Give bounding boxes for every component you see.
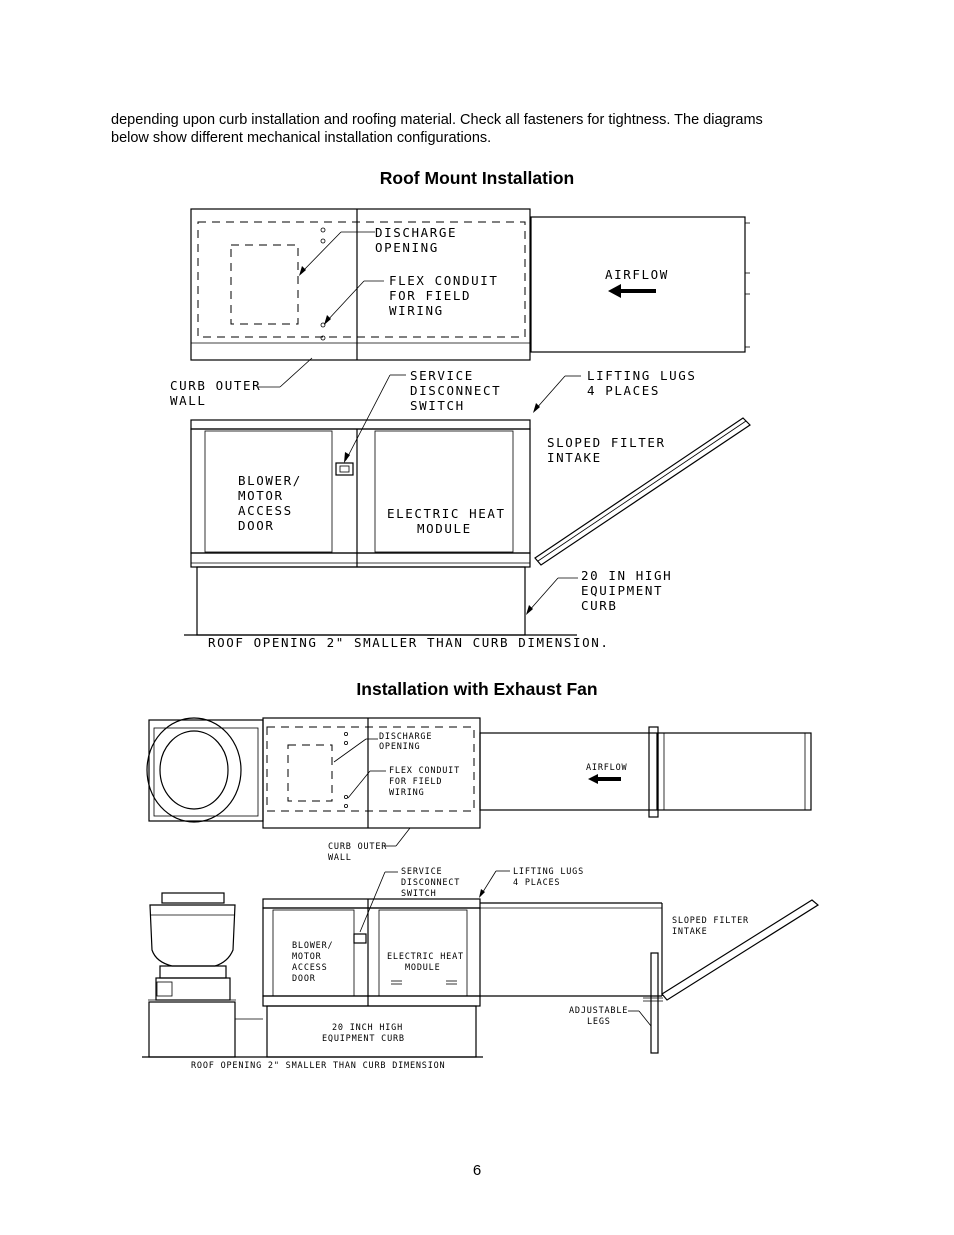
- figure-2-title: Installation with Exhaust Fan: [356, 679, 598, 699]
- fig2-service-label-1: SERVICE: [401, 867, 443, 877]
- fig1-sloped-label-1: SLOPED FILTER: [547, 435, 666, 450]
- fig2-adjustable-leg: [651, 953, 658, 1053]
- fig2-blower-label-1: BLOWER/: [292, 941, 334, 951]
- fig2-blower-label-4: DOOR: [292, 974, 316, 984]
- fig1-airflow-label: AIRFLOW: [605, 267, 669, 282]
- fig1-blower-label-3: ACCESS: [238, 503, 293, 518]
- fig1-disconnect-switch: [336, 463, 353, 475]
- fig2-duct-top: [480, 733, 657, 810]
- fig2-sloped-label-1: SLOPED FILTER: [672, 916, 749, 926]
- fig1-flex-label-2: FOR FIELD: [389, 288, 472, 303]
- fig1-flex-label-3: WIRING: [389, 303, 444, 318]
- fig1-blower-label-4: DOOR: [238, 518, 275, 533]
- fig2-disconnect-switch: [354, 934, 366, 943]
- fig2-curb20-label-1: 20 INCH HIGH: [332, 1023, 404, 1033]
- fig1-blower-label-2: MOTOR: [238, 488, 284, 503]
- page-number: 6: [472, 1162, 482, 1179]
- fig2-discharge-label-1: DISCHARGE: [379, 732, 433, 742]
- fig2-legs-label-2: LEGS: [587, 1017, 611, 1027]
- fig1-curb-wall-label-2: WALL: [170, 393, 207, 408]
- fig2-exhaust-fan-base: [149, 720, 263, 821]
- fig1-discharge-opening: [231, 245, 298, 324]
- fig2-curb-wall-label-1: CURB OUTER: [328, 842, 388, 852]
- fig2-discharge-label-2: OPENING: [379, 742, 421, 752]
- fig2-exhaust-fan-curb: [149, 1002, 235, 1057]
- fig2-flex-label-3: WIRING: [389, 788, 425, 798]
- fig2-exhaust-fan-top: [162, 893, 224, 903]
- fig2-lugs-label-1: LIFTING LUGS: [513, 867, 585, 877]
- fig1-flex-label-1: FLEX CONDUIT: [389, 273, 499, 288]
- fig1-curb20-label-2: EQUIPMENT: [581, 583, 664, 598]
- fig2-airflow-label: AIRFLOW: [586, 763, 628, 773]
- fig2-filter-hood-top: [658, 733, 811, 810]
- fig2-curb-wall-label-2: WALL: [328, 853, 352, 863]
- fig1-curb-wall-label-1: CURB OUTER: [170, 378, 262, 393]
- fig1-lugs-label-2: 4 PLACES: [587, 383, 661, 398]
- fig2-sloped-filter: [662, 900, 818, 1000]
- fig1-lugs-label-1: LIFTING LUGS: [587, 368, 697, 383]
- fig1-equipment-curb: [197, 567, 525, 635]
- fig1-discharge-label-1: DISCHARGE: [375, 225, 458, 240]
- fig2-lugs-label-2: 4 PLACES: [513, 878, 561, 888]
- figure-1-title: Roof Mount Installation: [379, 168, 575, 188]
- fig2-exhaust-fan-body: [150, 905, 235, 966]
- fig1-airflow-arrow: [608, 284, 656, 298]
- fig2-sloped-label-2: INTAKE: [672, 927, 708, 937]
- fig2-base-rail: [263, 996, 480, 1006]
- fig2-blower-label-2: MOTOR: [292, 952, 322, 962]
- fig1-roof-label: ROOF OPENING 2" SMALLER THAN CURB DIMENSION.: [208, 635, 610, 650]
- fig1-discharge-label-2: OPENING: [375, 240, 439, 255]
- fig1-service-label-2: DISCONNECT: [410, 383, 502, 398]
- fig1-filter-hood-top: [531, 217, 745, 352]
- fig2-heat-label-1: ELECTRIC HEAT: [387, 952, 464, 962]
- fig2-airflow-arrow: [588, 774, 621, 784]
- fig1-blower-label-1: BLOWER/: [238, 473, 302, 488]
- fig1-curb20-label-3: CURB: [581, 598, 618, 613]
- fig1-service-label-3: SWITCH: [410, 398, 465, 413]
- fig1-sloped-label-2: INTAKE: [547, 450, 602, 465]
- fig2-top-view: [147, 718, 811, 863]
- fig2-curb20-label-2: EQUIPMENT CURB: [322, 1034, 405, 1044]
- fig1-heat-label-2: MODULE: [417, 521, 472, 536]
- fig2-roof-label: ROOF OPENING 2" SMALLER THAN CURB DIMENSION: [191, 1061, 446, 1071]
- fig2-heat-label-2: MODULE: [405, 963, 441, 973]
- fig2-service-label-2: DISCONNECT: [401, 878, 461, 888]
- fig1-service-label-1: SERVICE: [410, 368, 474, 383]
- fig2-service-label-3: SWITCH: [401, 889, 437, 899]
- fig2-legs-label-1: ADJUSTABLE: [569, 1006, 629, 1016]
- intro-line-1: depending upon curb installation and roofing material. Check all fasteners for tightness. The diagrams: [111, 112, 763, 128]
- fig1-side-view: [184, 368, 750, 650]
- fig2-flex-label-1: FLEX CONDUIT: [389, 766, 461, 776]
- fig2-flex-label-2: FOR FIELD: [389, 777, 443, 787]
- fig2-discharge-opening: [288, 745, 332, 801]
- fig2-blower-label-3: ACCESS: [292, 963, 328, 973]
- fig2-side-view: [142, 867, 818, 1071]
- fig1-curb20-label-1: 20 IN HIGH: [581, 568, 673, 583]
- fig1-heat-label-1: ELECTRIC HEAT: [387, 506, 506, 521]
- intro-line-2: below show different mechanical installation configurations.: [111, 130, 492, 146]
- fig1-base-rail: [191, 553, 530, 567]
- fig1-unit-top-rail: [191, 420, 530, 429]
- fig2-exhaust-fan-hood: [147, 718, 241, 822]
